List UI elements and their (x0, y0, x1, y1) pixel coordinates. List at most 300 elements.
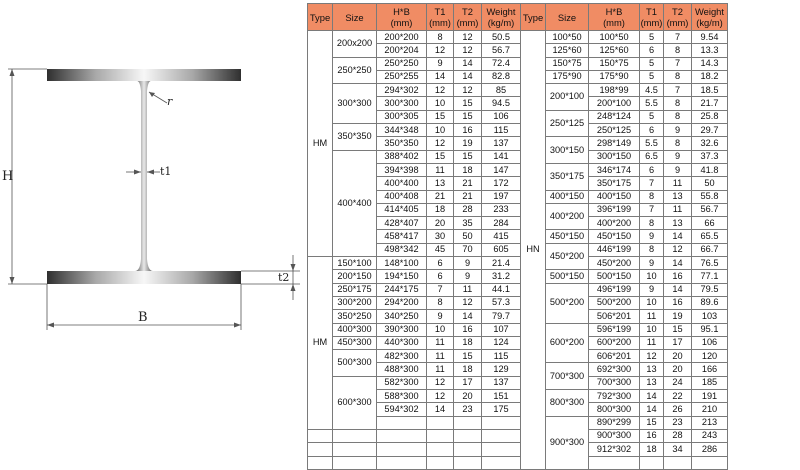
t1-cell: 16 (640, 429, 664, 442)
type-cell: HM (308, 257, 333, 430)
column-header: T1 (mm) (427, 4, 454, 31)
t2-cell: 19 (454, 137, 482, 150)
weight-cell: 65.5 (692, 230, 728, 243)
hb-cell: 446*199 (589, 243, 640, 256)
hb-cell: 250*255 (377, 70, 427, 83)
table-row (308, 124, 521, 137)
table-row (308, 310, 521, 323)
t2-cell: 8 (664, 110, 692, 123)
t2-cell: 9 (454, 257, 482, 270)
weight-cell: 106 (482, 110, 521, 123)
table-row (521, 57, 728, 70)
t2-cell: 17 (454, 376, 482, 389)
hb-cell: 344*348 (377, 124, 427, 137)
t1-cell: 6 (640, 124, 664, 137)
t2-cell: 7 (664, 31, 692, 44)
hb-cell: 300*305 (377, 110, 427, 123)
weight-cell: 79.7 (482, 310, 521, 323)
t2-cell: 9 (664, 124, 692, 137)
t1-cell: 14 (640, 390, 664, 403)
weight-cell: 18.5 (692, 84, 728, 97)
weight-cell: 56.7 (692, 203, 728, 216)
size-cell: 300*200 (333, 296, 377, 309)
t1-cell: 21 (427, 190, 454, 203)
column-header: Type (521, 4, 546, 31)
i-beam-diagram (0, 0, 305, 429)
hb-cell: 346*174 (589, 163, 640, 176)
hb-cell (377, 456, 427, 469)
hb-cell: 700*300 (589, 376, 640, 389)
table-row (521, 84, 728, 97)
t2-cell: 18 (454, 163, 482, 176)
hb-cell: 440*300 (377, 336, 427, 349)
hb-cell (377, 429, 427, 442)
table-row (521, 323, 728, 336)
size-cell: 700*300 (546, 363, 589, 390)
t2-cell: 20 (664, 363, 692, 376)
hb-cell (589, 456, 640, 469)
hb-cell: 428*407 (377, 217, 427, 230)
t2-cell: 15 (454, 110, 482, 123)
t1-cell: 6 (640, 44, 664, 57)
weight-cell: 25.8 (692, 110, 728, 123)
weight-cell: 233 (482, 203, 521, 216)
t1-cell (427, 456, 454, 469)
dimension-arrows (10, 69, 296, 328)
table-row (308, 443, 521, 456)
weight-cell (692, 456, 728, 469)
hb-cell: 582*300 (377, 376, 427, 389)
weight-cell: 85 (482, 84, 521, 97)
table-row (308, 323, 521, 336)
weight-cell: 18.2 (692, 70, 728, 83)
t2-cell: 8 (664, 44, 692, 57)
t1-cell: 12 (427, 390, 454, 403)
column-header: T2 (mm) (664, 4, 692, 31)
type-cell (308, 456, 333, 469)
weight-cell: 32.6 (692, 137, 728, 150)
weight-cell: 284 (482, 217, 521, 230)
size-cell: 350*350 (333, 124, 377, 151)
t1-cell: 15 (427, 150, 454, 163)
size-cell: 500*150 (546, 270, 589, 283)
hb-cell: 100*50 (589, 31, 640, 44)
t1-cell: 10 (427, 323, 454, 336)
column-header: Weight (kg/m) (482, 4, 521, 31)
hb-cell: 498*342 (377, 243, 427, 256)
size-cell: 400*200 (546, 203, 589, 230)
weight-cell: 21.7 (692, 97, 728, 110)
weight-cell: 72.4 (482, 57, 521, 70)
dimension-lines (8, 69, 300, 330)
t2-cell (454, 443, 482, 456)
hb-cell: 200*204 (377, 44, 427, 57)
t2-cell: 19 (664, 310, 692, 323)
weight-cell: 13.3 (692, 44, 728, 57)
hb-cell: 300*150 (589, 150, 640, 163)
t1-cell: 6.5 (640, 150, 664, 163)
table-row (521, 110, 728, 123)
size-cell: 450*150 (546, 230, 589, 243)
weight-cell: 56.7 (482, 44, 521, 57)
size-cell: 400*400 (333, 150, 377, 256)
t2-cell: 15 (454, 350, 482, 363)
t2-cell: 8 (664, 137, 692, 150)
column-header: T2 (mm) (454, 4, 482, 31)
size-cell: 100*50 (546, 31, 589, 44)
t2-cell: 18 (454, 363, 482, 376)
t2-cell: 11 (454, 283, 482, 296)
hb-cell: 500*150 (589, 270, 640, 283)
weight-cell: 55.8 (692, 190, 728, 203)
table-row (521, 230, 728, 243)
t1-cell: 9 (427, 310, 454, 323)
weight-cell: 82.8 (482, 70, 521, 83)
hb-cell: 194*150 (377, 270, 427, 283)
hb-cell: 396*199 (589, 203, 640, 216)
hb-cell: 692*300 (589, 363, 640, 376)
t1-cell (427, 443, 454, 456)
weight-cell (482, 416, 521, 429)
weight-cell: 120 (692, 350, 728, 363)
hb-cell: 482*300 (377, 350, 427, 363)
table-row (308, 350, 521, 363)
table-header-row (521, 4, 728, 31)
t1-cell: 11 (640, 310, 664, 323)
t2-cell: 14 (454, 310, 482, 323)
weight-cell: 185 (692, 376, 728, 389)
t1-cell: 18 (640, 443, 664, 456)
size-cell: 150*75 (546, 57, 589, 70)
hb-cell: 294*302 (377, 84, 427, 97)
t2-cell: 50 (454, 230, 482, 243)
weight-cell: 210 (692, 403, 728, 416)
weight-cell: 129 (482, 363, 521, 376)
t1-cell: 18 (427, 203, 454, 216)
table-row (521, 70, 728, 83)
t1-cell: 12 (427, 84, 454, 97)
hb-cell (377, 416, 427, 429)
hb-cell: 450*150 (589, 230, 640, 243)
t2-cell: 21 (454, 190, 482, 203)
label-height: H (2, 169, 14, 184)
t2-cell: 9 (454, 270, 482, 283)
hb-cell: 390*300 (377, 323, 427, 336)
t1-cell: 7 (640, 177, 664, 190)
t2-cell: 13 (664, 217, 692, 230)
t2-cell: 28 (454, 203, 482, 216)
column-header: H*B (mm) (589, 4, 640, 31)
column-header: Size (546, 4, 589, 31)
t1-cell (640, 456, 664, 469)
hb-cell: 175*90 (589, 70, 640, 83)
label-flange-thickness: t2 (278, 271, 290, 284)
size-cell: 300*150 (546, 137, 589, 164)
weight-cell: 115 (482, 124, 521, 137)
hb-cell: 400*200 (589, 217, 640, 230)
t2-cell: 8 (664, 70, 692, 83)
t1-cell: 7 (427, 283, 454, 296)
web (135, 81, 153, 271)
table-row (308, 336, 521, 349)
hb-cell: 596*199 (589, 323, 640, 336)
size-cell: 350*250 (333, 310, 377, 323)
t2-cell: 12 (454, 296, 482, 309)
hb-cell: 300*300 (377, 97, 427, 110)
label-web-thickness: t1 (160, 165, 172, 178)
weight-cell: 103 (692, 310, 728, 323)
weight-cell: 21.4 (482, 257, 521, 270)
t2-cell: 24 (664, 376, 692, 389)
t1-cell: 8 (640, 217, 664, 230)
weight-cell: 107 (482, 323, 521, 336)
t1-cell: 5.5 (640, 137, 664, 150)
hb-cell: 125*60 (589, 44, 640, 57)
t1-cell: 10 (427, 124, 454, 137)
size-cell (333, 429, 377, 442)
t1-cell: 12 (427, 376, 454, 389)
t2-cell (454, 416, 482, 429)
size-cell: 200x200 (333, 31, 377, 58)
table-row (308, 57, 521, 70)
top-flange (47, 69, 241, 81)
hb-cell: 506*201 (589, 310, 640, 323)
hb-cell: 800*300 (589, 403, 640, 416)
t2-cell: 20 (664, 350, 692, 363)
size-cell: 600*200 (546, 323, 589, 363)
t1-cell: 5.5 (640, 97, 664, 110)
weight-cell: 29.7 (692, 124, 728, 137)
weight-cell (482, 456, 521, 469)
weight-cell: 197 (482, 190, 521, 203)
t1-cell: 10 (640, 323, 664, 336)
size-cell: 200*100 (546, 84, 589, 111)
table-row (308, 84, 521, 97)
table-row (308, 456, 521, 469)
weight-cell: 213 (692, 416, 728, 429)
size-cell: 250*250 (333, 57, 377, 84)
t1-cell: 13 (640, 363, 664, 376)
t2-cell: 14 (664, 230, 692, 243)
column-header: Size (333, 4, 377, 31)
t1-cell: 14 (427, 403, 454, 416)
t2-cell: 34 (664, 443, 692, 456)
size-cell: 600*300 (333, 376, 377, 429)
weight-cell: 151 (482, 390, 521, 403)
t1-cell: 10 (640, 270, 664, 283)
t2-cell: 12 (454, 84, 482, 97)
size-cell: 250*125 (546, 110, 589, 137)
t2-cell: 15 (454, 150, 482, 163)
hb-cell: 890*299 (589, 416, 640, 429)
size-cell: 800*300 (546, 390, 589, 417)
column-header: Weight (kg/m) (692, 4, 728, 31)
t1-cell: 45 (427, 243, 454, 256)
hb-cell: 350*175 (589, 177, 640, 190)
hb-cell: 496*199 (589, 283, 640, 296)
size-cell: 450*300 (333, 336, 377, 349)
t2-cell: 12 (454, 44, 482, 57)
weight-cell: 76.5 (692, 257, 728, 270)
t1-cell: 5 (640, 31, 664, 44)
hb-cell: 200*200 (377, 31, 427, 44)
table-row (521, 270, 728, 283)
size-cell: 900*300 (546, 416, 589, 469)
weight-cell: 172 (482, 177, 521, 190)
column-header: T1 (mm) (640, 4, 664, 31)
t1-cell: 5 (640, 110, 664, 123)
t1-cell: 20 (427, 217, 454, 230)
weight-cell: 77.1 (692, 270, 728, 283)
t1-cell: 10 (640, 296, 664, 309)
t1-cell: 6 (640, 163, 664, 176)
t1-cell: 11 (640, 336, 664, 349)
weight-cell: 191 (692, 390, 728, 403)
weight-cell (482, 429, 521, 442)
weight-cell (482, 443, 521, 456)
table-row (521, 203, 728, 216)
table-row (521, 31, 728, 44)
t2-cell: 18 (454, 336, 482, 349)
weight-cell: 141 (482, 150, 521, 163)
t1-cell: 4.5 (640, 84, 664, 97)
t1-cell: 9 (640, 257, 664, 270)
t2-cell: 16 (454, 323, 482, 336)
weight-cell: 44.1 (482, 283, 521, 296)
t2-cell: 23 (454, 403, 482, 416)
hb-cell: 594*302 (377, 403, 427, 416)
t1-cell: 8 (427, 296, 454, 309)
weight-cell: 137 (482, 376, 521, 389)
t2-cell: 70 (454, 243, 482, 256)
label-radius: r (167, 95, 173, 108)
hb-cell: 400*400 (377, 177, 427, 190)
t2-cell: 7 (664, 84, 692, 97)
hb-cell: 388*402 (377, 150, 427, 163)
size-cell: 450*200 (546, 243, 589, 270)
weight-cell: 243 (692, 429, 728, 442)
t1-cell: 9 (427, 57, 454, 70)
hb-cell: 414*405 (377, 203, 427, 216)
t1-cell: 14 (640, 403, 664, 416)
t2-cell: 21 (454, 177, 482, 190)
t2-cell: 11 (664, 177, 692, 190)
hb-cell: 248*124 (589, 110, 640, 123)
t1-cell: 8 (640, 190, 664, 203)
weight-cell: 89.6 (692, 296, 728, 309)
weight-cell: 79.5 (692, 283, 728, 296)
t2-cell: 16 (664, 296, 692, 309)
size-cell: 175*90 (546, 70, 589, 83)
size-cell: 200*150 (333, 270, 377, 283)
table-row (308, 31, 521, 44)
t2-cell: 12 (664, 243, 692, 256)
t1-cell: 12 (427, 137, 454, 150)
weight-cell: 147 (482, 163, 521, 176)
hb-cell: 458*417 (377, 230, 427, 243)
t1-cell: 11 (427, 336, 454, 349)
table-row (308, 283, 521, 296)
table-row (308, 257, 521, 270)
column-header: Type (308, 4, 333, 31)
t2-cell: 23 (664, 416, 692, 429)
hb-cell: 350*350 (377, 137, 427, 150)
t1-cell: 8 (640, 243, 664, 256)
t2-cell: 17 (664, 336, 692, 349)
size-cell: 250*175 (333, 283, 377, 296)
t2-cell: 16 (664, 270, 692, 283)
hb-cell: 792*300 (589, 390, 640, 403)
hb-cell: 400*408 (377, 190, 427, 203)
column-header: H*B (mm) (377, 4, 427, 31)
size-cell: 350*175 (546, 163, 589, 190)
t1-cell: 13 (640, 376, 664, 389)
t2-cell (454, 456, 482, 469)
t2-cell (454, 429, 482, 442)
t2-cell: 35 (454, 217, 482, 230)
t2-cell: 7 (664, 57, 692, 70)
t1-cell: 30 (427, 230, 454, 243)
t1-cell: 11 (427, 350, 454, 363)
hb-cell: 400*150 (589, 190, 640, 203)
hb-cell: 500*200 (589, 296, 640, 309)
hb-cell: 588*300 (377, 390, 427, 403)
t2-cell: 8 (664, 97, 692, 110)
weight-cell: 137 (482, 137, 521, 150)
t1-cell: 11 (427, 163, 454, 176)
weight-cell: 166 (692, 363, 728, 376)
t2-cell: 28 (664, 429, 692, 442)
t1-cell: 15 (640, 416, 664, 429)
size-cell (333, 443, 377, 456)
t2-cell: 11 (664, 203, 692, 216)
table-row (521, 137, 728, 150)
hb-cell: 150*75 (589, 57, 640, 70)
hb-cell: 298*149 (589, 137, 640, 150)
hb-cell: 912*302 (589, 443, 640, 456)
t1-cell: 8 (427, 31, 454, 44)
t2-cell: 22 (664, 390, 692, 403)
t1-cell (427, 416, 454, 429)
t2-cell: 9 (664, 163, 692, 176)
hb-cell: 294*200 (377, 296, 427, 309)
steel-spec-table-left (307, 3, 521, 470)
table-row (521, 190, 728, 203)
t1-cell: 6 (427, 257, 454, 270)
weight-cell: 50 (692, 177, 728, 190)
weight-cell: 41.8 (692, 163, 728, 176)
size-cell: 500*300 (333, 350, 377, 377)
t1-cell: 10 (427, 97, 454, 110)
t2-cell: 20 (454, 390, 482, 403)
hb-cell: 600*200 (589, 336, 640, 349)
t2-cell: 15 (664, 323, 692, 336)
t1-cell: 5 (640, 57, 664, 70)
t1-cell: 5 (640, 70, 664, 83)
table-row (521, 163, 728, 176)
t1-cell: 12 (640, 350, 664, 363)
size-cell: 400*300 (333, 323, 377, 336)
t1-cell: 7 (640, 203, 664, 216)
bottom-flange (47, 271, 241, 284)
table-row (308, 376, 521, 389)
weight-cell: 124 (482, 336, 521, 349)
size-cell: 300*300 (333, 84, 377, 124)
beam-section (47, 69, 241, 284)
t2-cell: 14 (664, 257, 692, 270)
t1-cell: 9 (640, 283, 664, 296)
t2-cell: 14 (664, 283, 692, 296)
